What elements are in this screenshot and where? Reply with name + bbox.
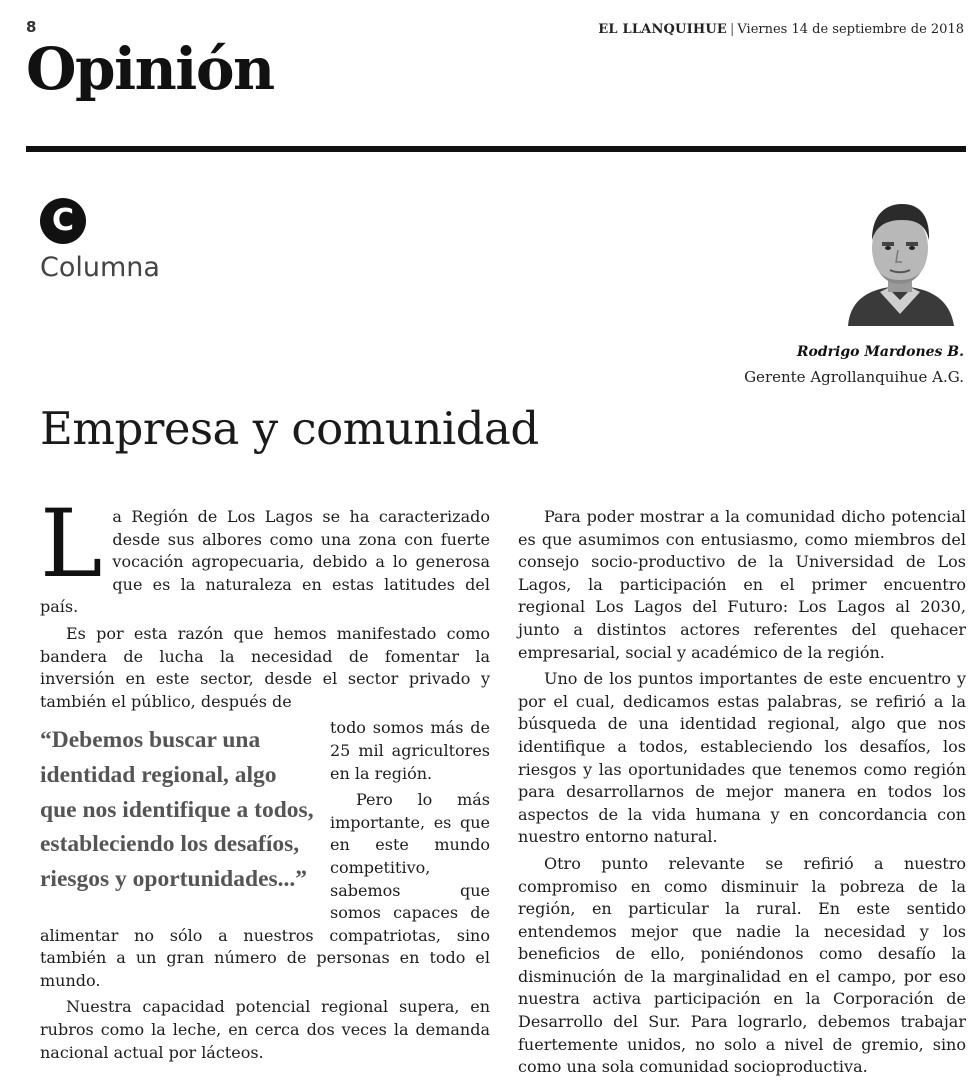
- article-column-right: [518, 506, 966, 1083]
- section-rule: [26, 146, 966, 152]
- page-number: 8: [26, 18, 37, 36]
- paragraph-1: [40, 490, 490, 619]
- paragraph-7: Otro punto relevante se refirió a nuestro compromiso en como disminuir la pobreza de la región, en particular la rural. En este sentido entendemos mejor que nadie la necesidad y los beneficios de ello, poniéndonos como desafío la disminución de la marginalidad en el campo, por eso nuestra activa participación en la Corporación de Desarrollo del Sur. Para lograrlo, debemos trabajar fuertemente unidos, no solo a nivel de gremio, sino como una sola comunidad socioproductiva.: [518, 853, 966, 1077]
- column-badge: C: [40, 198, 86, 244]
- author-role: Gerente Agrollanquihue A.G.: [744, 368, 964, 386]
- article-headline: Empresa y comunidad: [40, 402, 539, 455]
- paragraph-3: Pero lo más importante, es que en este mundo competitivo, sabemos que somos capaces de alimentar no sólo a nuestros compatriotas, sino también a un gran número de personas en todo el mundo.: [40, 790, 490, 990]
- author-photo: [842, 196, 958, 326]
- paragraph-4: Nuestra capacidad potencial regional supera, en rubros como la leche, en cerca dos veces la demanda nacional actual por lácteos.: [40, 997, 490, 1062]
- drop-cap: L: [40, 490, 103, 599]
- issue-date: Viernes 14 de septiembre de 2018: [737, 22, 964, 37]
- paragraph-2: Es por esta razón que hemos manifestado como bandera de lucha la necesidad de fomentar la inversión en este sector, desde el sector privado y también el público, después de: [40, 623, 490, 711]
- author-name: Rodrigo Mardones B.: [796, 344, 964, 360]
- paragraph-6: Uno de los puntos importantes de este encuentro y por el cual, dedicamos estas palabras, se refirió a la búsqueda de una identidad regional, algo que nos identifique a todos, estableciendo los desafíos, los riesgos y las oportunidades que tenemos como región para desarrollarnos de mejor manera en todos los aspectos de la vida humana y en concordancia con nuestro entorno natural.: [518, 669, 966, 847]
- pull-quote: “Debemos buscar una identidad regional, algo que nos identifique a todos, estableciendo los desafíos, riesgos y oportunidades...”: [40, 727, 314, 893]
- column-label: Columna: [40, 252, 160, 283]
- paragraph-5: Para poder mostrar a la comunidad dicho potencial es que asumimos con entusiasmo, como miembros del consejo socio-productivo de la Universidad de Los Lagos, la participación en el primer encuentro regional Los Lagos del Futuro: Los Lagos al 2030, junto a distintos actores referentes del quehacer empresarial, social y académico de la región.: [518, 507, 966, 662]
- newspaper-name: EL LLANQUIHUE: [598, 22, 727, 37]
- paragraph-1-text: a Región de Los Lagos se ha caracterizado desde sus albores como una zona con fuerte vocación agropecuaria, debido a lo generosa que es la naturaleza en estas latitudes del país.: [40, 507, 490, 617]
- paragraph-2-continued: todo somos más de 25 mil agricultores en la región.: [330, 718, 490, 783]
- article-column-left: [40, 490, 490, 1068]
- section-title: Opinión: [26, 35, 274, 103]
- masthead: [598, 22, 964, 37]
- masthead-separator: |: [730, 22, 735, 37]
